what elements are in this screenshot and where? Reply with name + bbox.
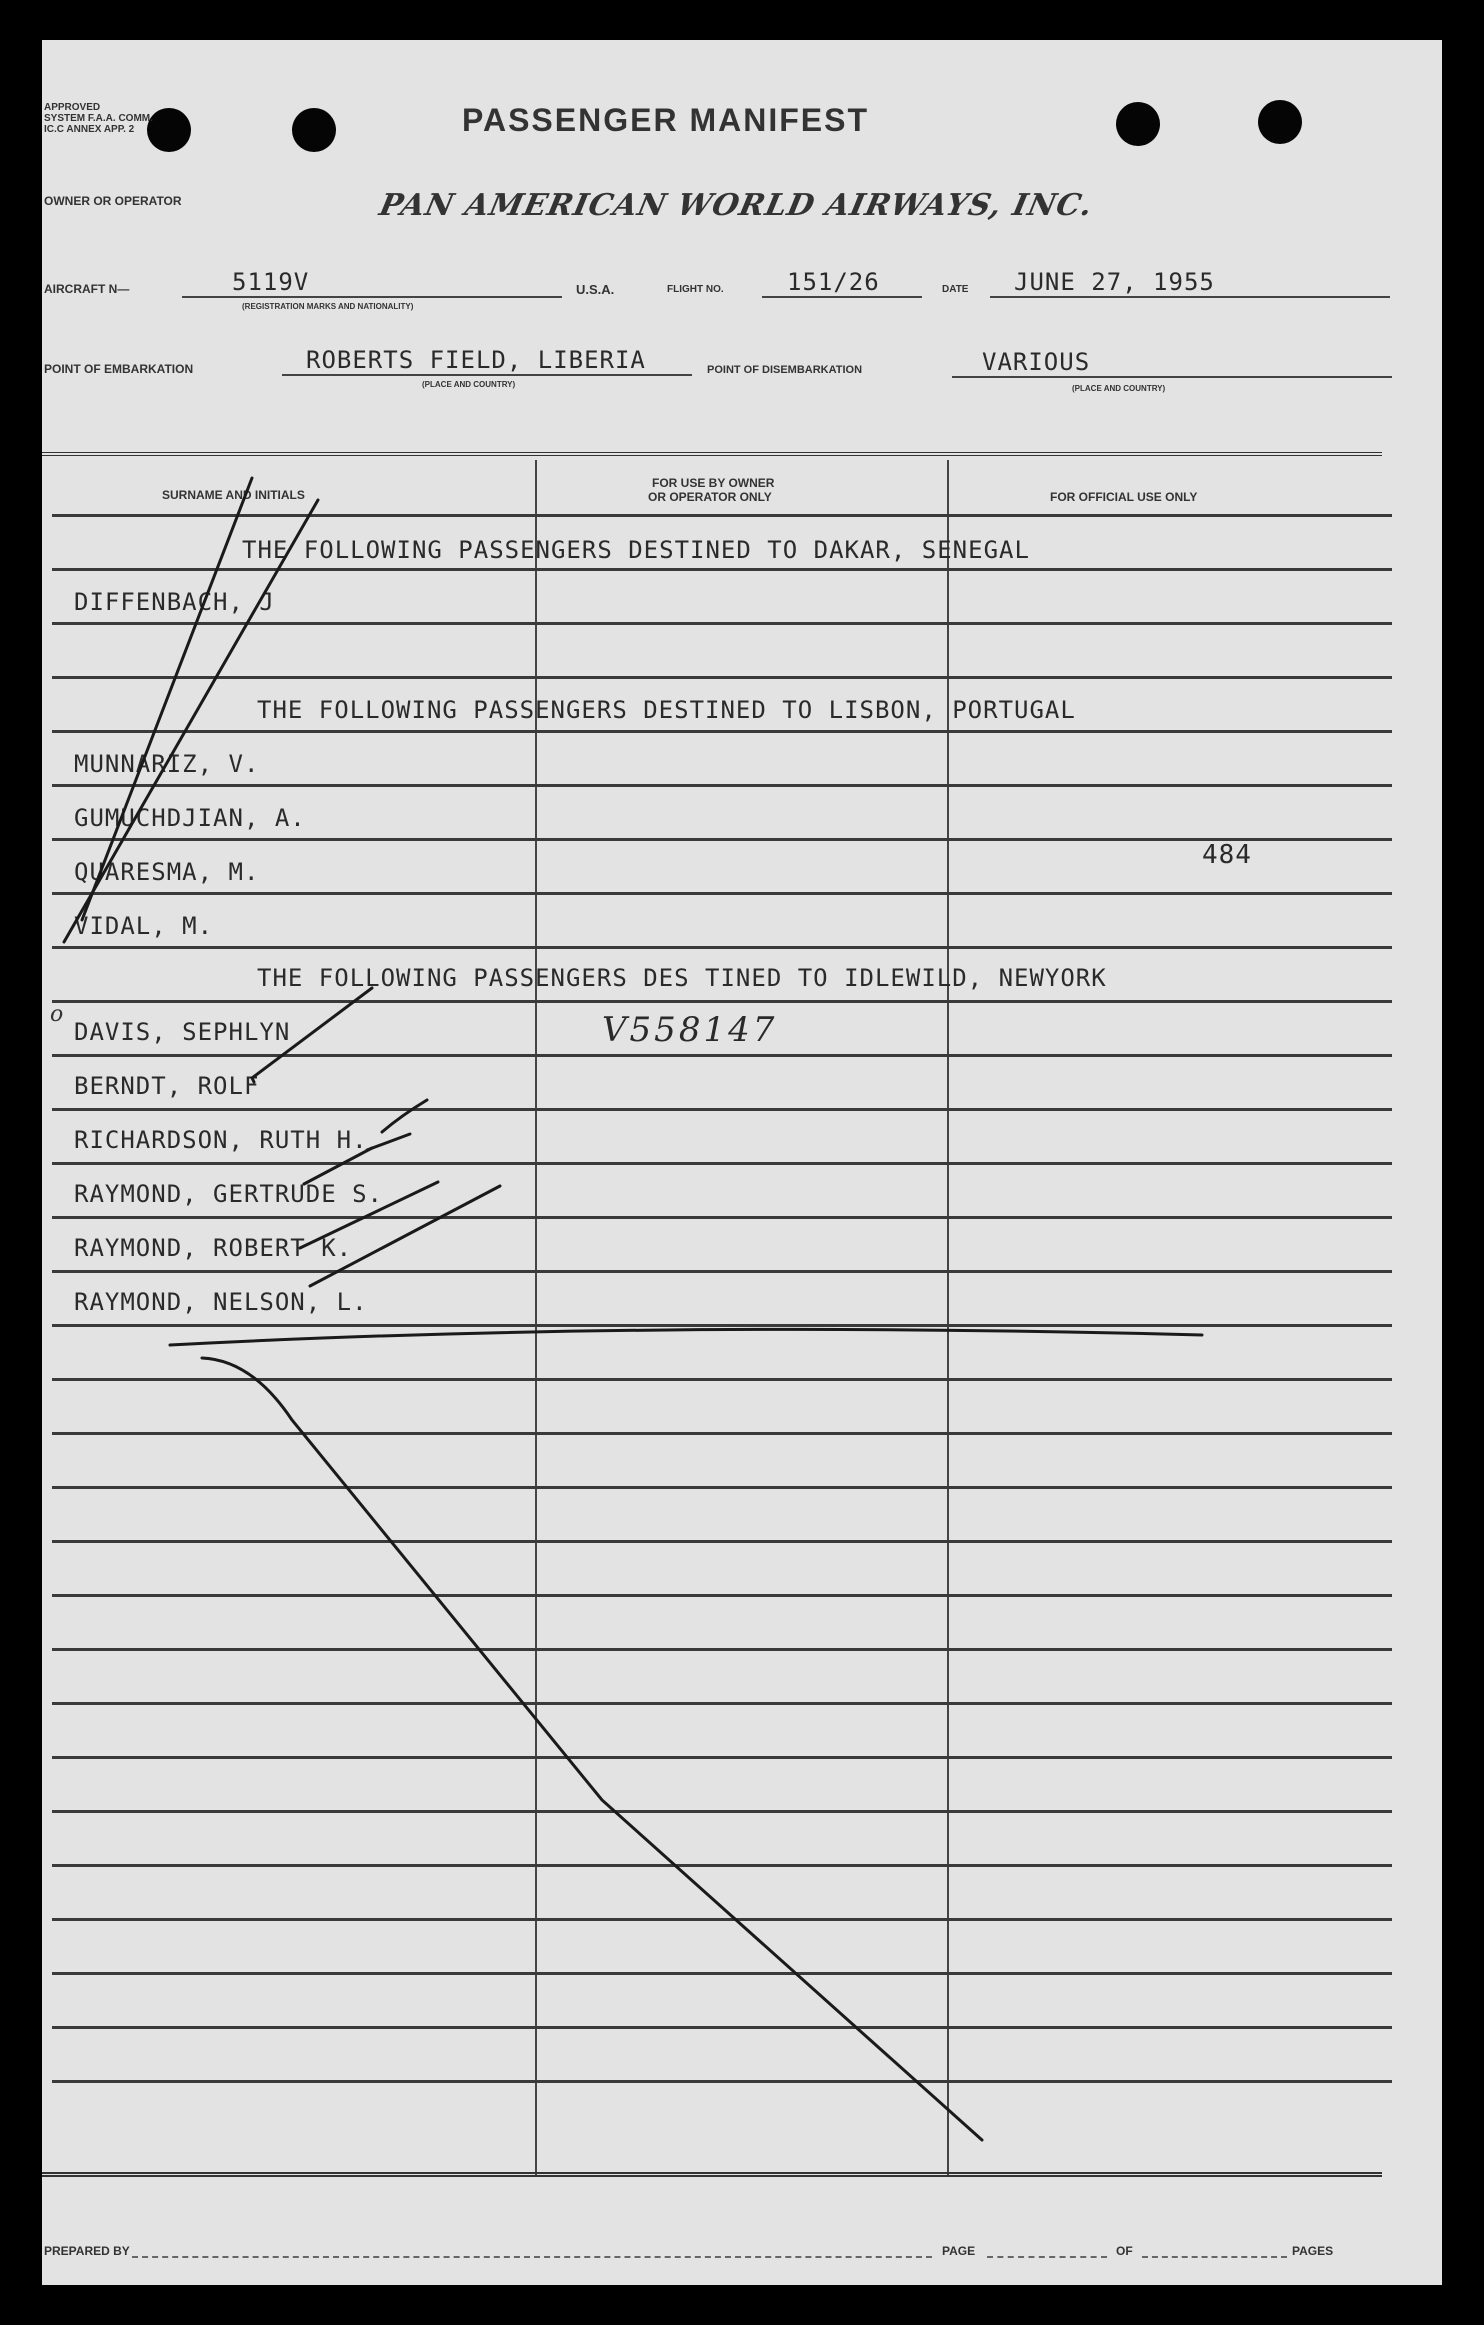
of-label: OF xyxy=(1116,2244,1133,2258)
col-surname-header: SURNAME AND INITIALS xyxy=(162,488,305,502)
usa-label: U.S.A. xyxy=(576,282,615,297)
col-official-header: FOR OFFICIAL USE ONLY xyxy=(1050,490,1198,504)
pen-strokes xyxy=(42,40,1442,2285)
manifest-page xyxy=(42,40,1442,2285)
entry-name: RAYMOND, NELSON, L. xyxy=(74,1288,368,1316)
pages-label: PAGES xyxy=(1292,2244,1334,2258)
col-owner-header-2: OR OPERATOR ONLY xyxy=(648,490,772,504)
prepared-label: PREPARED BY xyxy=(44,2244,130,2258)
embark-sub: (PLACE AND COUNTRY) xyxy=(422,380,516,389)
aircraft-label: AIRCRAFT N— xyxy=(44,282,130,296)
aircraft-sub: (REGISTRATION MARKS AND NATIONALITY) xyxy=(242,302,414,311)
entry-name: DAVIS, SEPHLYN xyxy=(74,1018,291,1046)
entry-name: MUNNARIZ, V. xyxy=(74,750,260,778)
entry-name: DIFFENBACH, J xyxy=(74,588,275,616)
approval-stamp: APPROVED SYSTEM F.A.A. COMM. IC.C ANNEX APP. 2 xyxy=(44,102,153,135)
embark-value: ROBERTS FIELD, LIBERIA xyxy=(306,346,646,374)
disembark-label: POINT OF DISEMBARKATION xyxy=(707,364,863,376)
entry-name: GUMUCHDJIAN, A. xyxy=(74,804,306,832)
entry-name: BERNDT, ROLF xyxy=(74,1072,260,1100)
col-owner-header-1: FOR USE BY OWNER xyxy=(652,476,775,490)
page-label: PAGE xyxy=(942,2244,976,2258)
flight-value: 151/26 xyxy=(787,268,880,296)
date-label: DATE xyxy=(942,284,969,295)
embark-label: POINT OF EMBARKATION xyxy=(44,362,194,376)
entry-heading-lisbon: THE FOLLOWING PASSENGERS DESTINED TO LISBON, PORTUGAL xyxy=(257,696,1076,724)
entry-heading-idlewild: THE FOLLOWING PASSENGERS DES TINED TO IDLEWILD, NEWYORK xyxy=(257,964,1107,992)
entry-name: QUARESMA, M. xyxy=(74,858,260,886)
operator-logo: PAN AMERICAN WORLD AIRWAYS, INC. xyxy=(376,188,1097,223)
owner-note: V558147 xyxy=(602,1010,778,1050)
disembark-sub: (PLACE AND COUNTRY) xyxy=(1072,384,1166,393)
margin-mark: o xyxy=(50,1002,64,1027)
entry-name: RAYMOND, ROBERT K. xyxy=(74,1234,353,1262)
entry-name: VIDAL, M. xyxy=(74,912,214,940)
page-title: PASSENGER MANIFEST xyxy=(462,102,869,138)
entry-name: RAYMOND, GERTRUDE S. xyxy=(74,1180,383,1208)
entry-name: RICHARDSON, RUTH H. xyxy=(74,1126,368,1154)
flight-label: FLIGHT NO. xyxy=(667,284,724,295)
aircraft-value: 5119V xyxy=(232,268,310,296)
official-number: 484 xyxy=(1202,840,1252,870)
owner-label: OWNER OR OPERATOR xyxy=(44,194,182,208)
entry-heading-dakar: THE FOLLOWING PASSENGERS DESTINED TO DAKAR, SENEGAL xyxy=(242,536,1030,564)
date-value: JUNE 27, 1955 xyxy=(1014,268,1215,296)
disembark-value: VARIOUS xyxy=(982,348,1091,376)
